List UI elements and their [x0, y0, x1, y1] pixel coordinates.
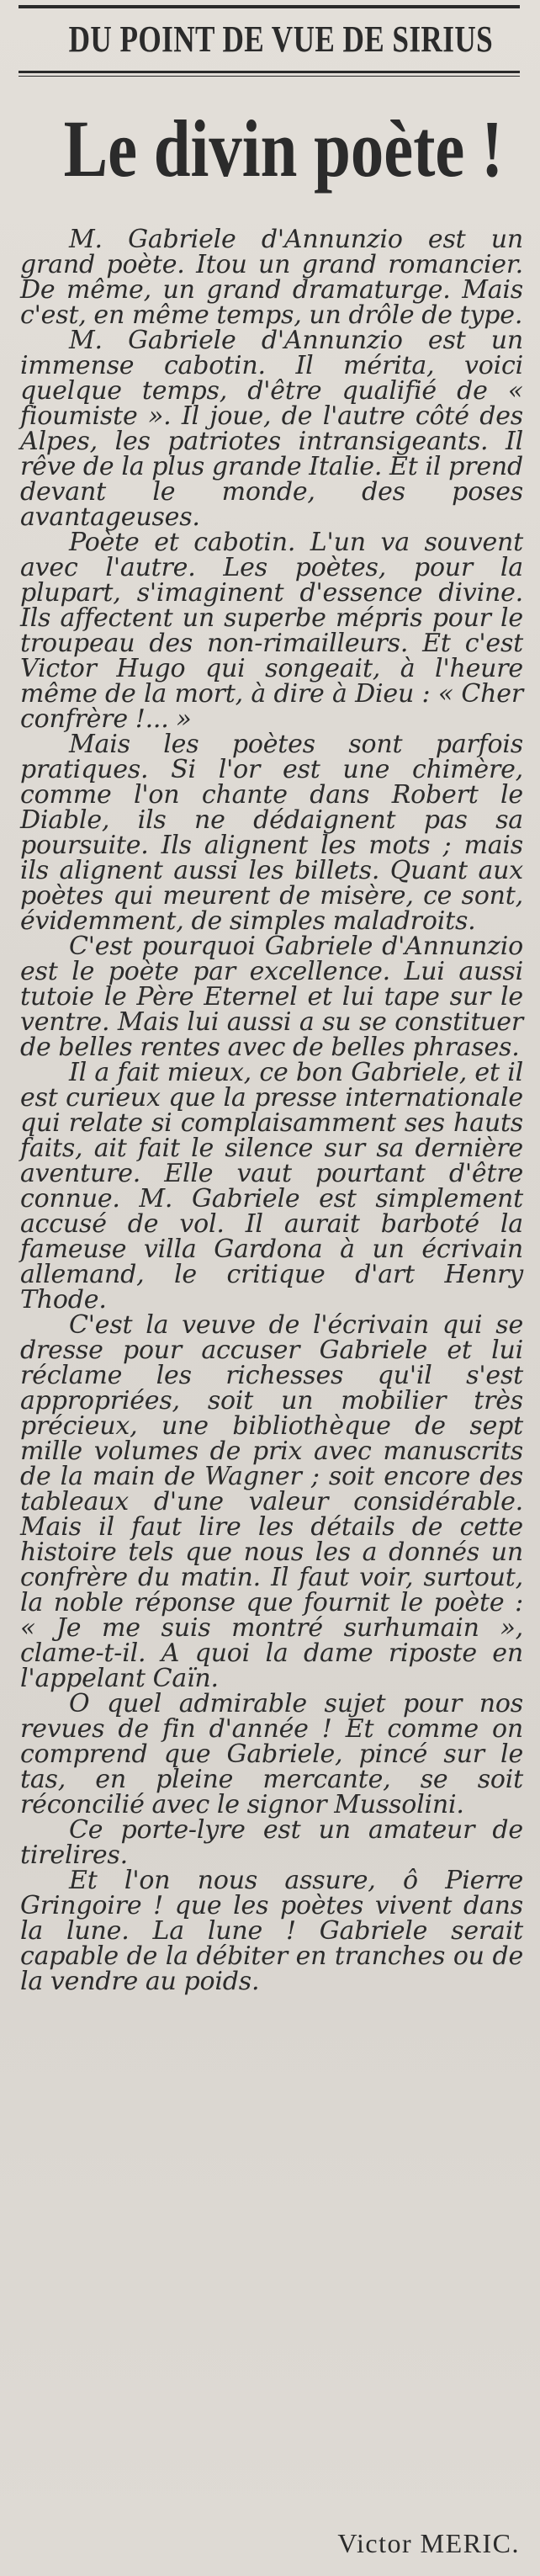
- top-rule: [19, 5, 520, 8]
- paragraph-6: Il a fait mieux, ce bon Gabriele, et il est curieux que la presse internationale qui relate si complaisamment ses hauts faits, ait fait le silence sur sa dernière aventure. Elle vaut pourtant d'être connue. M. Gabriele est simplement accusé de vol. Il aurait barboté la fameuse villa Gardona à un écrivain allemand, le critique d'art Henry Thode.: [20, 1058, 523, 1315]
- paragraph-10: Et l'on nous assure, ô Pierre Gringoire ! que les poètes vivent dans la lune. La lune ! Gabriele serait capable de la débiter en tranches ou de la vendre au poids.: [20, 1866, 523, 1996]
- article-headline: Le divin poète !: [63, 104, 504, 194]
- paragraph-3: Poète et cabotin. L'un va souvent avec l'autre. Les poètes, pour la plupart, s'imaginent d'essence divine. Ils affectent un superbe mépris pour le troupeau des non-rimailleurs. Et c'est Victor Hugo qui songeait, à l'heure même de la mort, à dire à Dieu : « Cher confrère !... »: [20, 528, 523, 734]
- kicker-rule: [19, 71, 520, 73]
- paragraph-8: O quel admirable sujet pour nos revues de fin d'année ! Et comme on comprend que Gabriele, pincé sur le tas, en pleine mercante, se soit réconcilié avec le signor Mussolini.: [20, 1689, 523, 1819]
- paragraph-7: C'est la veuve de l'écrivain qui se dresse pour accuser Gabriele et lui réclame les richesses qu'il s'est appropriées, soit un mobilier très précieux, une bibliothèque de sept mille volumes de prix avec manuscrits de la main de Wagner ; soit encore des tableaux d'une valeur considérable. Mais il faut lire les détails de cette histoire tels que nous les a donnés un confrère du matin. Il faut voir, surtout, la noble réponse que fournit le poète : « Je me suis montré surhumain », clame-t-il. A quoi la dame riposte en l'appelant Caïn.: [20, 1310, 523, 1693]
- paragraph-1: M. Gabriele d'Annunzio est un grand poète. Itou un grand romancier. De même, un grand dramaturge. Mais c'est, en même temps, un drôle de type.: [20, 225, 523, 330]
- paragraph-2: M. Gabriele d'Annunzio est un immense cabotin. Il mérita, voici quelque temps, d'être qualifié de « fioumiste ». Il joue, de l'autre côté des Alpes, les patriotes intransigeants. Il rêve de la plus grande Italie. Et il prend devant le monde, des poses avantageuses.: [20, 326, 523, 532]
- paragraph-9: Ce porte-lyre est un amateur de tirelires.: [20, 1815, 523, 1870]
- paragraph-5: C'est pourquoi Gabriele d'Annunzio est le poète par excellence. Lui aussi tutoie le Père Eternel et lui tape sur le ventre. Mais lui aussi a su se constituer de belles rentes avec de belles phrases.: [20, 932, 523, 1062]
- author-signature: Victor MERIC.: [337, 2528, 520, 2558]
- kicker-thin-rule: [19, 76, 520, 77]
- paragraph-4: Mais les poètes sont parfois pratiques. Si l'or est une chimère, comme l'on chante dans Robert le Diable, ils ne dédaignent pas sa poursuite. Ils alignent les mots ; mais ils alignent aussi les billets. Quant aux poètes qui meurent de misère, ce sont, évidemment, de simples maladroits.: [20, 730, 523, 936]
- column-kicker: DU POINT DE VUE DE SIRIUS: [68, 19, 494, 60]
- article-body: [20, 227, 523, 1994]
